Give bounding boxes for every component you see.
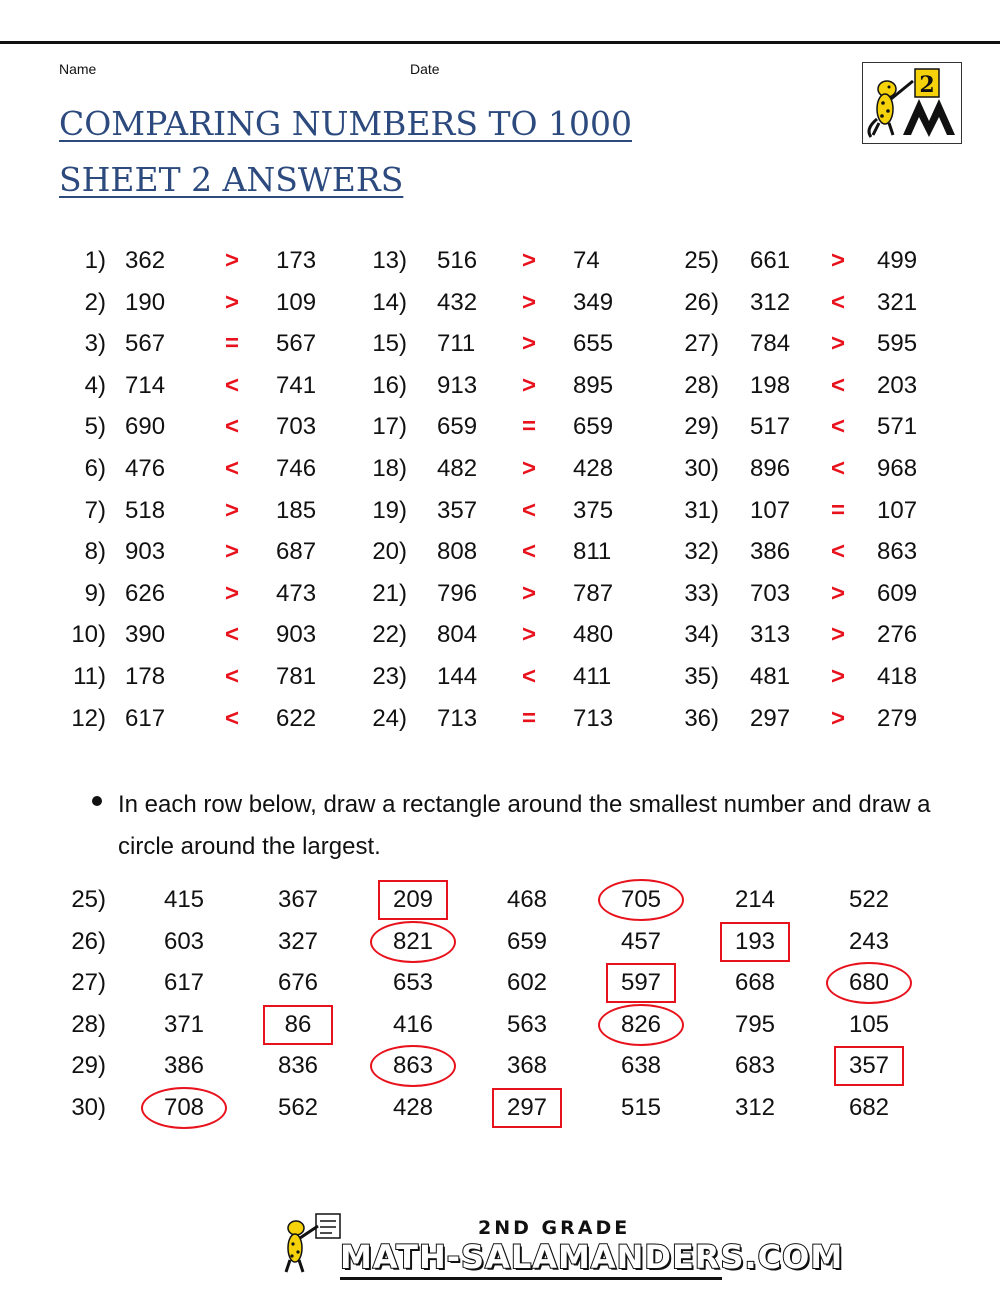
largest-circle-mark — [370, 921, 456, 963]
problem-number: 4) — [84, 371, 106, 399]
comparison-symbol: > — [224, 538, 239, 566]
row-value: 863 — [392, 1052, 434, 1080]
row-value: 415 — [163, 886, 205, 913]
comparison-symbol: < — [224, 621, 239, 649]
comparison-symbol: = — [521, 704, 536, 732]
row-number: 25) — [71, 886, 106, 913]
footer-salamander-icon — [280, 1212, 344, 1274]
second-number: 622 — [276, 704, 317, 732]
second-number: 703 — [276, 413, 317, 441]
first-number: 808 — [437, 538, 478, 566]
row-number: 26) — [71, 927, 106, 955]
first-number: 198 — [750, 371, 791, 399]
comparison-symbol: < — [224, 455, 239, 482]
first-number: 144 — [437, 663, 478, 690]
first-number: 913 — [437, 371, 478, 399]
row-value: 105 — [848, 1010, 890, 1038]
row-value: 683 — [734, 1052, 776, 1080]
first-number: 567 — [125, 330, 166, 358]
second-number: 74 — [573, 247, 600, 274]
first-number: 518 — [125, 496, 166, 524]
row-value: 209 — [392, 886, 434, 913]
row-value: 705 — [620, 886, 662, 913]
second-number: 713 — [573, 704, 614, 732]
first-number: 432 — [437, 288, 478, 316]
second-number: 863 — [877, 538, 918, 566]
page-title-line2: SHEET 2 ANSWERS — [59, 160, 404, 199]
problem-number: 25) — [684, 247, 719, 274]
problem-number: 31) — [684, 496, 719, 524]
row-number: 29) — [71, 1052, 106, 1080]
first-number: 626 — [125, 579, 166, 607]
row-value: 357 — [848, 1052, 890, 1080]
comparison-symbol: > — [224, 579, 239, 607]
comparison-symbol: < — [830, 288, 845, 316]
first-number: 190 — [125, 288, 166, 316]
comparison-symbol: < — [830, 455, 845, 482]
second-number: 375 — [573, 496, 614, 524]
first-number: 659 — [437, 413, 478, 441]
comparison-symbol: > — [224, 288, 239, 316]
first-number: 796 — [437, 579, 478, 607]
comparison-symbol: > — [521, 330, 536, 358]
comparison-symbol: > — [521, 288, 536, 316]
smallest-rectangle-mark — [834, 1046, 904, 1086]
comparison-symbol: < — [830, 371, 845, 399]
problem-number: 15) — [372, 330, 407, 358]
comparison-symbol: > — [521, 247, 536, 274]
comparison-symbol: = — [830, 496, 845, 524]
second-number: 480 — [573, 621, 614, 649]
problem-number: 23) — [372, 663, 407, 690]
problem-number: 36) — [684, 704, 719, 732]
problem-number: 32) — [684, 538, 719, 566]
second-number: 279 — [877, 704, 918, 732]
problem-number: 8) — [84, 538, 106, 566]
comparison-symbol: < — [224, 663, 239, 690]
second-number: 173 — [276, 247, 317, 274]
problem-number: 35) — [684, 663, 719, 690]
footer-grade: 2ND GRADE — [478, 1217, 631, 1239]
problem-number: 18) — [372, 455, 407, 482]
second-number: 595 — [877, 330, 918, 358]
problem-number: 12) — [71, 704, 106, 732]
row-value: 371 — [163, 1010, 205, 1038]
problem-number: 1) — [84, 247, 106, 274]
problem-number: 20) — [372, 538, 407, 566]
problem-number: 10) — [71, 621, 106, 649]
comparison-symbol: > — [521, 579, 536, 607]
smallest-rectangle-mark — [492, 1088, 562, 1128]
first-number: 516 — [437, 247, 478, 274]
first-number: 896 — [750, 455, 791, 482]
row-value: 826 — [620, 1010, 662, 1038]
second-number: 895 — [573, 371, 614, 399]
instruction-bullet — [92, 796, 102, 806]
first-number: 362 — [125, 247, 166, 274]
problem-number: 26) — [684, 288, 719, 316]
row-value: 682 — [848, 1094, 890, 1121]
comparison-symbol: = — [224, 330, 239, 358]
problem-number: 24) — [372, 704, 407, 732]
comparison-symbol: < — [224, 413, 239, 441]
first-number: 357 — [437, 496, 478, 524]
smallest-rectangle-mark — [263, 1005, 333, 1045]
comparison-symbol: > — [830, 621, 845, 649]
row-value: 836 — [277, 1052, 319, 1080]
problem-number: 3) — [84, 330, 106, 358]
footer-underline — [340, 1277, 722, 1280]
row-number: 27) — [71, 969, 106, 997]
comparison-symbol: > — [830, 704, 845, 732]
problem-number: 29) — [684, 413, 719, 441]
problem-number: 2) — [84, 288, 106, 316]
logo-badge-text: 2 — [919, 72, 935, 98]
problem-number: 19) — [372, 496, 407, 524]
top-rule — [0, 41, 1000, 44]
first-number: 661 — [750, 247, 791, 274]
comparison-symbol: < — [521, 538, 536, 566]
problem-number: 16) — [372, 371, 407, 399]
row-value: 821 — [392, 927, 434, 955]
row-value: 562 — [277, 1094, 319, 1121]
largest-circle-mark — [598, 879, 684, 921]
problem-number: 6) — [84, 455, 106, 482]
row-value: 563 — [506, 1010, 548, 1038]
row-value: 522 — [848, 886, 890, 913]
comparison-symbol: < — [521, 663, 536, 690]
row-value: 708 — [163, 1094, 205, 1121]
row-value: 680 — [848, 969, 890, 997]
problem-number: 28) — [684, 371, 719, 399]
first-number: 690 — [125, 413, 166, 441]
largest-circle-mark — [598, 1004, 684, 1046]
problem-number: 9) — [84, 579, 106, 607]
row-value: 368 — [506, 1052, 548, 1080]
row-value: 297 — [506, 1094, 548, 1121]
second-number: 321 — [877, 288, 918, 316]
first-number: 386 — [750, 538, 791, 566]
row-value: 603 — [163, 927, 205, 955]
problem-number: 13) — [372, 247, 407, 274]
first-number: 313 — [750, 621, 791, 649]
second-number: 411 — [573, 663, 612, 690]
second-number: 109 — [276, 288, 317, 316]
comparison-symbol: > — [830, 579, 845, 607]
row-value: 597 — [620, 969, 662, 997]
first-number: 713 — [437, 704, 478, 732]
comparison-symbol: < — [224, 704, 239, 732]
smallest-rectangle-mark — [606, 963, 676, 1003]
comparison-symbol: < — [830, 413, 845, 441]
second-number: 203 — [877, 371, 918, 399]
first-number: 714 — [125, 371, 166, 399]
second-number: 811 — [573, 538, 612, 566]
second-number: 349 — [573, 288, 614, 316]
second-number: 571 — [877, 413, 918, 441]
comparison-symbol: < — [224, 371, 239, 399]
row-value: 668 — [734, 969, 776, 997]
second-number: 499 — [877, 247, 918, 274]
second-number: 428 — [573, 455, 614, 482]
second-number: 276 — [877, 621, 918, 649]
comparison-symbol: > — [224, 247, 239, 274]
first-number: 903 — [125, 538, 166, 566]
first-number: 390 — [125, 621, 166, 649]
comparison-symbol: = — [521, 413, 536, 441]
row-value: 86 — [284, 1010, 312, 1038]
comparison-symbol: > — [224, 496, 239, 524]
comparison-symbol: > — [521, 371, 536, 399]
row-value: 795 — [734, 1010, 776, 1038]
largest-circle-mark — [826, 962, 912, 1004]
largest-circle-mark — [141, 1087, 227, 1129]
problem-number: 30) — [684, 455, 719, 482]
second-number: 968 — [877, 455, 918, 482]
row-number: 30) — [71, 1094, 106, 1121]
row-value: 416 — [392, 1010, 434, 1038]
page-title-line1: COMPARING NUMBERS TO 1000 — [59, 104, 633, 143]
first-number: 711 — [437, 330, 476, 358]
footer-brand: MATH-SALAMANDERS.COM — [340, 1238, 844, 1276]
row-value: 515 — [620, 1094, 662, 1121]
comparison-symbol: > — [521, 455, 536, 482]
row-value: 468 — [506, 886, 548, 913]
first-number: 703 — [750, 579, 791, 607]
problem-number: 27) — [684, 330, 719, 358]
row-value: 312 — [734, 1094, 776, 1121]
row-value: 676 — [277, 969, 319, 997]
smallest-rectangle-mark — [720, 922, 790, 962]
problem-number: 21) — [372, 579, 407, 607]
second-number: 107 — [877, 496, 918, 524]
row-value: 367 — [277, 886, 319, 913]
salamander-logo-icon — [863, 63, 960, 142]
instruction-text: In each row below, draw a rectangle around the smallest number and draw a circle around the largest. — [118, 791, 931, 860]
first-number: 476 — [125, 455, 166, 482]
row-value: 659 — [506, 927, 548, 955]
date-label: Date — [410, 61, 440, 77]
problem-number: 22) — [372, 621, 407, 649]
problem-number: 14) — [372, 288, 407, 316]
second-number: 418 — [877, 663, 918, 690]
second-number: 655 — [573, 330, 614, 358]
second-number: 787 — [573, 579, 614, 607]
second-number: 609 — [877, 579, 918, 607]
first-number: 517 — [750, 413, 791, 441]
first-number: 784 — [750, 330, 791, 358]
problem-number: 17) — [372, 413, 407, 441]
row-value: 243 — [848, 927, 890, 955]
name-label: Name — [59, 61, 97, 77]
first-number: 481 — [750, 663, 791, 690]
second-number: 781 — [276, 663, 317, 690]
row-value: 638 — [620, 1052, 662, 1080]
second-number: 746 — [276, 455, 317, 482]
first-number: 178 — [125, 663, 166, 690]
comparison-symbol: > — [830, 330, 845, 358]
second-number: 659 — [573, 413, 614, 441]
comparison-symbol: > — [830, 663, 845, 690]
first-number: 804 — [437, 621, 478, 649]
comparison-symbol: > — [521, 621, 536, 649]
problem-number: 34) — [684, 621, 719, 649]
first-number: 617 — [125, 704, 166, 732]
first-number: 312 — [750, 288, 791, 316]
second-number: 741 — [276, 371, 317, 399]
row-value: 386 — [163, 1052, 205, 1080]
second-number: 473 — [276, 579, 317, 607]
first-number: 107 — [750, 496, 791, 524]
comparison-symbol: > — [830, 247, 845, 274]
row-value: 617 — [163, 969, 205, 997]
problem-number: 33) — [684, 579, 719, 607]
second-number: 567 — [276, 330, 317, 358]
second-number: 903 — [276, 621, 317, 649]
grade-logo — [862, 62, 962, 144]
problem-number: 11) — [73, 663, 106, 690]
first-number: 297 — [750, 704, 791, 732]
first-number: 482 — [437, 455, 478, 482]
row-value: 457 — [620, 927, 662, 955]
row-value: 602 — [506, 969, 548, 997]
row-number: 28) — [71, 1010, 106, 1038]
smallest-rectangle-mark — [378, 880, 448, 920]
row-value: 193 — [734, 927, 776, 955]
row-value: 428 — [392, 1094, 434, 1121]
comparison-symbol: < — [830, 538, 845, 566]
comparison-symbol: < — [521, 496, 536, 524]
problem-number: 7) — [84, 496, 106, 524]
row-value: 327 — [277, 927, 319, 955]
row-value: 653 — [392, 969, 434, 997]
second-number: 185 — [276, 496, 317, 524]
row-value: 214 — [734, 886, 776, 913]
problem-number: 5) — [84, 413, 106, 441]
second-number: 687 — [276, 538, 317, 566]
